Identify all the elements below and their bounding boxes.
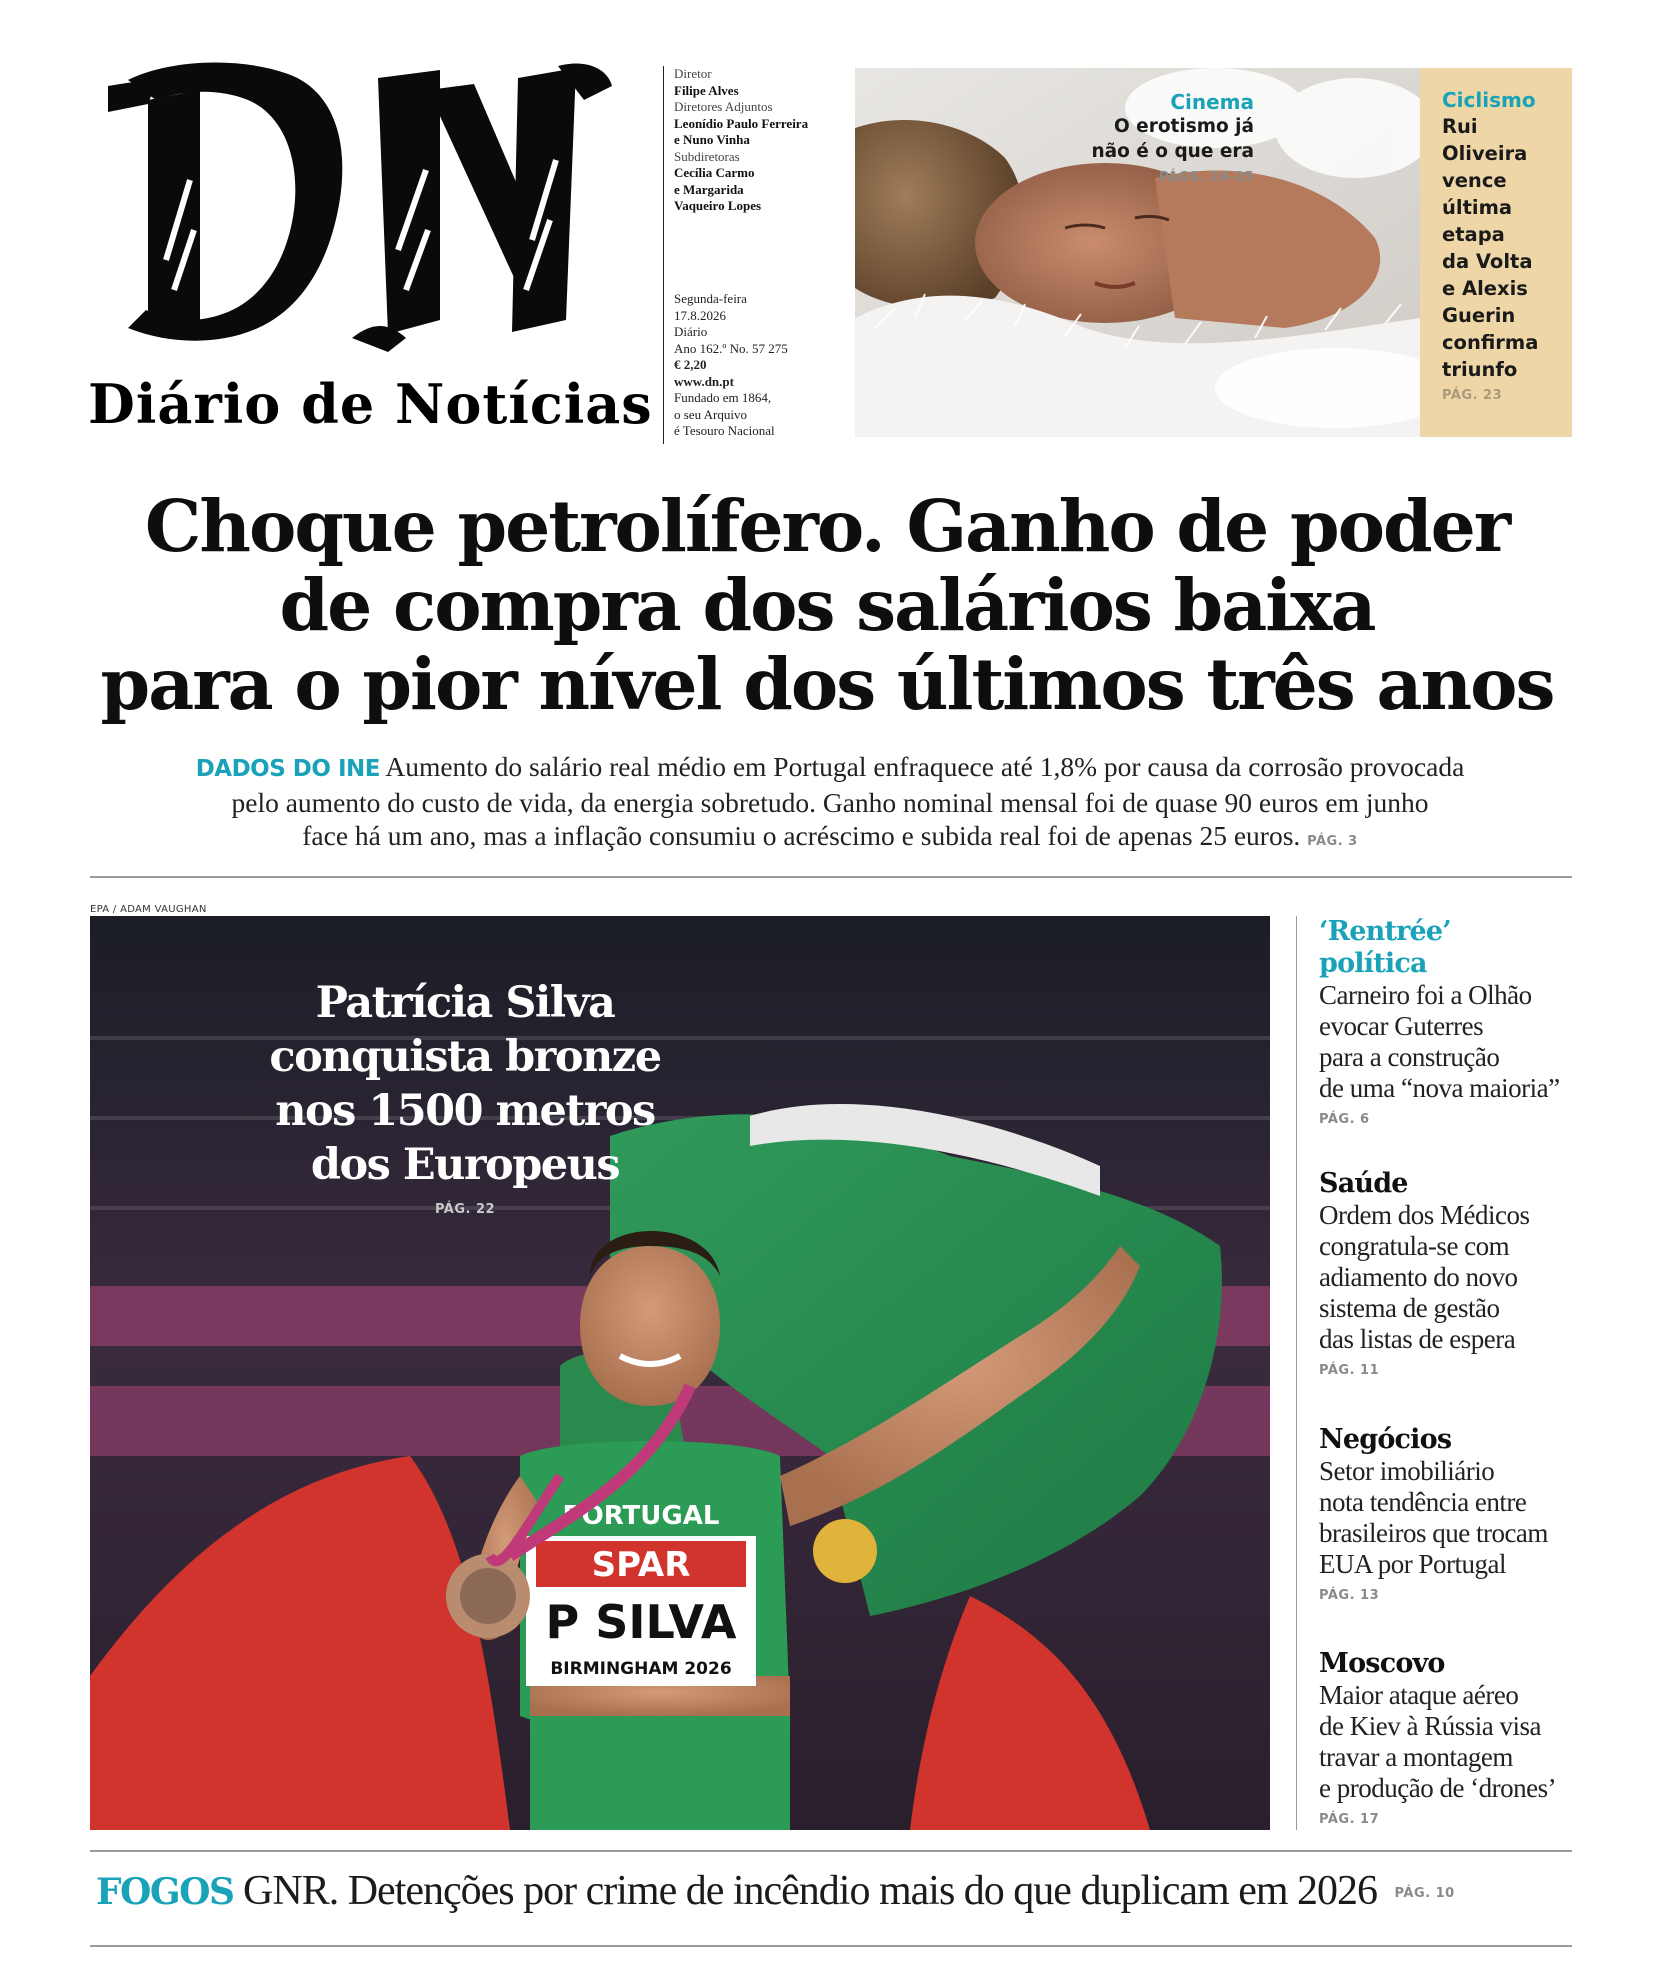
sidebar-section-1b: política [1319,948,1427,979]
divider-bottom-lower [90,1945,1572,1947]
sidebar-page-2: PÁG. 11 [1319,1363,1380,1378]
athlete-page: PÁG. 22 [434,1202,496,1217]
bib-country: PORTUGAL [562,1501,720,1531]
main-headline[interactable] [60,484,1594,726]
cinema-line-2: não é o que era [1091,141,1254,162]
newspaper-name: Diário de Notícias [88,372,653,436]
director-name: Filipe Alves [674,82,739,98]
headline-line-3: para o pior nível dos últimos três anos [100,642,1554,726]
cycling-line-9: confirma [1442,331,1539,354]
cinema-page: PÁGS. 24-25 [1159,170,1254,185]
founded-line-3: é Tesouro Nacional [674,423,775,438]
sub-name-2: e Margarida [674,181,744,197]
staff-box [663,66,833,444]
main-lead [110,750,1550,858]
athlete-title-2: conquista bronze [269,1032,661,1082]
athlete-photo[interactable] [90,916,1270,1830]
sidebar-text-2c: adiamento do novo [1319,1262,1518,1292]
weekday: Segunda-feira [674,291,747,306]
sidebar-text-1b: evocar Guterres [1319,1011,1484,1041]
sub-name-1: Cecília Carmo [674,165,755,180]
founded-line-1: Fundado em 1864, [674,390,772,405]
cycling-line-1: Rui [1442,115,1478,138]
cycling-line-4: última [1442,196,1513,219]
athlete-title-1: Patrícia Silva [315,978,615,1028]
bib-name: P SILVA [545,1595,737,1649]
cycling-line-8: Guerin [1442,304,1516,327]
cycling-teaser[interactable] [1420,68,1572,437]
bottom-page: PÁG. 10 [1394,1886,1455,1902]
sidebar-page-4: PÁG. 17 [1319,1812,1380,1827]
bottom-teaser[interactable] [96,1866,1576,1919]
cycling-section: Ciclismo [1442,88,1536,112]
sidebar-page-1: PÁG. 6 [1319,1112,1370,1127]
sidebar-text-4d: e produção de ‘drones’ [1319,1773,1557,1803]
sidebar-text-1c: para a construção [1319,1042,1500,1072]
sidebar-text-1d: de uma “nova maioria” [1319,1073,1560,1103]
sidebar-section-2: Saúde [1319,1168,1408,1199]
cinema-section: Cinema [1170,90,1254,114]
cinema-line-1: O erotismo já [1114,116,1254,137]
sub-name-3: Vaqueiro Lopes [674,198,762,213]
cycling-page: PÁG. 23 [1442,388,1503,403]
athlete-headline [255,976,675,1192]
sidebar-text-4b: de Kiev à Rússia visa [1319,1711,1541,1741]
sidebar-section-3: Negócios [1319,1424,1452,1455]
sidebar-text-2b: congratula-se com [1319,1231,1510,1261]
sidebar-section-4: Moscovo [1319,1648,1445,1679]
cinema-caption [1054,90,1254,185]
sidebar-text-3c: brasileiros que trocam [1319,1518,1548,1548]
athlete-title-4: dos Europeus [310,1140,620,1190]
cycling-line-6: da Volta [1442,250,1533,273]
news-sidebar [1296,916,1576,1830]
bottom-text: GNR. Detenções por crime de incêndio mais do que duplicam em 2026 [243,1868,1378,1914]
sidebar-item-moscovo[interactable] [1319,1648,1577,1827]
sidebar-text-4a: Maior ataque aéreo [1319,1680,1519,1710]
sidebar-item-saude[interactable] [1319,1168,1577,1378]
top-promo [855,68,1572,437]
sidebar-text-3a: Setor imobiliário [1319,1456,1495,1486]
headline-line-1: Choque petrolífero. Ganho de poder [144,484,1510,568]
sidebar-text-4c: travar a montagem [1319,1742,1513,1772]
divider-bottom-upper [90,1850,1572,1852]
issue-date: 17.8.2026 [674,307,726,323]
cycling-line-7: e Alexis [1442,277,1528,300]
issue-info [674,291,788,440]
masthead [88,60,653,450]
director-role: Diretor [674,66,712,81]
sidebar-page-3: PÁG. 13 [1319,1588,1380,1603]
sidebar-text-2d: sistema de gestão [1319,1293,1500,1323]
bib-event: BIRMINGHAM 2026 [550,1659,732,1679]
lead-line-1 [110,750,1550,786]
cycling-line-2: Oliveira [1442,142,1528,165]
headline-line-2: de compra dos salários baixa [279,563,1375,647]
founded-line-2: o seu Arquivo [674,406,747,422]
cinema-photo[interactable] [855,68,1420,437]
lead-line-2: pelo aumento do custo de vida, da energia sobretudo. Ganho nominal mensal foi de quase 90 euros em junho [231,787,1429,818]
bottom-kicker: FOGOS [96,1871,234,1913]
sidebar-text-1a: Carneiro foi a Olhão [1319,980,1532,1010]
deputy-role: Diretores Adjuntos [674,99,773,114]
athlete-title-3: nos 1500 metros [275,1086,655,1136]
lead-text-3: face há um ano, mas a inflação consumiu o acréscimo e subida real foi de apenas 25 euros. [302,820,1301,851]
deputy-name-2: e Nuno Vinha [674,132,750,147]
dn-logo [88,60,618,360]
sidebar-text-2a: Ordem dos Médicos [1319,1200,1530,1230]
cycling-line-10: triunfo [1442,358,1518,381]
bib-sponsor: SPAR [591,1545,691,1585]
sidebar-item-negocios[interactable] [1319,1424,1577,1603]
photo-credit: EPA / ADAM VAUGHAN [90,904,207,915]
issue-number: Ano 162.º No. 57 275 [674,340,788,356]
lead-line-3 [110,819,1550,858]
sidebar-item-rentree[interactable] [1319,916,1577,1127]
cycling-line-5: etapa [1442,223,1505,246]
website-link[interactable]: www.dn.pt [674,373,734,389]
frequency: Diário [674,324,708,339]
sidebar-text-2e: das listas de espera [1319,1324,1516,1354]
price: € 2,20 [674,357,707,372]
divider-top [90,876,1572,878]
lead-page: PÁG. 3 [1307,834,1358,849]
sidebar-text-3d: EUA por Portugal [1319,1549,1506,1579]
sidebar-section-1a: ‘Rentrée’ [1319,916,1451,947]
deputy-name-1: Leonídio Paulo Ferreira [674,115,809,131]
sub-role: Subdiretoras [674,148,740,164]
lead-text-1: Aumento do salário real médio em Portugal enfraquece até 1,8% por causa da corrosão provocada [385,751,1465,782]
cycling-line-3: vence [1442,169,1507,192]
lead-kicker: DADOS DO INE [195,756,380,782]
sidebar-text-3b: nota tendência entre [1319,1487,1527,1517]
